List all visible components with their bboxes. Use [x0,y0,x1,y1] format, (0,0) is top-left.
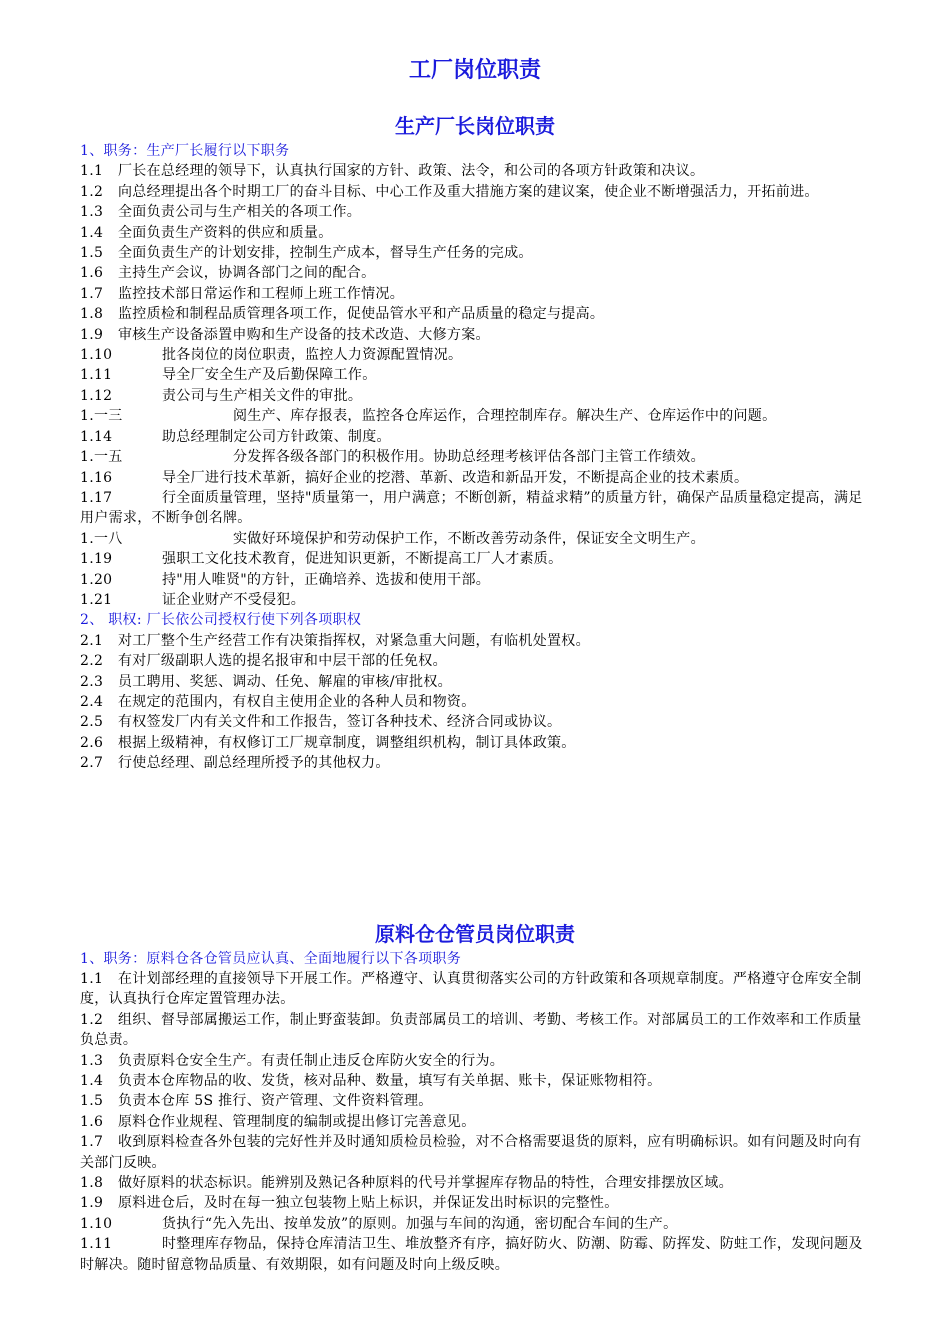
list-item [80,529,870,549]
item-number: 1.21 [80,591,113,608]
item-text: 厂长在总经理的领导下，认真执行国家的方针、政策、法令，和公司的各项方针政策和决议。 [118,163,705,180]
item-number: 1.11 [80,1236,113,1253]
list-item [80,365,870,385]
list-item [80,753,870,773]
list-item [80,182,870,202]
item-text: 全面负责生产资料的供应和质量。 [118,224,333,241]
list-item [80,1193,870,1213]
list-item [80,1234,870,1275]
item-text: 实做好环境保护和劳动保护工作，不断改善劳动条件，保证安全文明生产。 [233,530,705,547]
list-item [80,447,870,467]
item-number: 2.4 [80,693,104,710]
item-number: 1.9 [80,326,104,343]
list-item [80,651,870,671]
item-number: 1.4 [80,1073,104,1090]
item-number: 1.3 [80,1052,104,1069]
list-item [80,223,870,243]
list-item [80,712,870,732]
list-item [80,570,870,590]
list-item [80,325,870,345]
list-item [80,468,870,488]
list-item [80,1091,870,1111]
list-item [80,1010,870,1051]
item-number: 1.6 [80,1113,104,1130]
item-number: 1.1 [80,971,104,987]
list-item [80,549,870,569]
item-number: 1.4 [80,224,104,241]
item-text: 监控质检和制程品质管理各项工作，促使品管水平和产品质量的稳定与提高。 [118,306,605,323]
list-item [80,427,870,447]
document-title: 工厂岗位职责 [408,57,541,83]
list-item [80,406,870,426]
item-number: 1.7 [80,285,104,302]
item-text: 根据上级精神，有权修订工厂规章制度，调整组织机构，制订具体政策。 [118,734,576,751]
list-item [80,590,870,610]
item-text: 监控技术部日常运作和工程师上班工作情况。 [118,285,404,302]
item-text: 负责本仓库物品的收、发货，核对品种、数量，填写有关单据、账卡，保证账物相符。 [118,1073,662,1090]
duties-list [80,969,870,1275]
item-text: 行全面质量管理，坚持"质量第一，用户满意；不断创新，精益求精”的质量方针，确保产品质量稳定提高，满足用户需求，不断争创名牌。 [80,489,863,527]
item-text: 持"用人唯贤"的方针，正确培养、选拔和使用干部。 [162,571,491,588]
list-item [80,284,870,304]
section-title-production-director: 生产厂长岗位职责 [395,114,555,138]
item-text: 导全厂安全生产及后勤保障工作。 [162,367,377,384]
item-text: 组织、督导部属搬运工作，制止野蛮装卸。负责部属员工的培训、考勤、考核工作。对部属员工的工作效率和工作质量负总责。 [80,1011,862,1049]
item-number: 1.17 [80,489,113,506]
item-text: 助总经理制定公司方针政策、制度。 [162,428,391,445]
item-text: 责公司与生产相关文件的审批。 [162,387,363,404]
item-text: 货执行“先入先出、按单发放”的原则。加强与车间的沟通，密切配合车间的生产。 [162,1215,678,1232]
item-number: 1.11 [80,367,113,384]
list-item [80,345,870,365]
list-item [80,202,870,222]
list-item [80,1214,870,1234]
item-number: 1.2 [80,1011,104,1028]
list-item [80,1112,870,1132]
duties-list [80,161,870,610]
item-text: 批各岗位的岗位职责，监控人力资源配置情况。 [162,347,463,364]
powers-heading: 2、 职权: 厂长依公司授权行使下列各项职权 [80,612,362,629]
item-number: 1.10 [80,347,113,364]
list-item [80,672,870,692]
item-number: 1.3 [80,204,104,221]
item-text: 主持生产会议，协调各部门之间的配合。 [118,265,376,282]
item-text: 原料仓作业规程、管理制度的编制或提出修订完善意见。 [118,1113,476,1130]
item-text: 阅生产、库存报表，监控各仓库运作，合理控制库存。解决生产、仓库运作中的问题。 [233,408,777,425]
list-item [80,1173,870,1193]
item-text: 分发挥各级各部门的积极作用。协助总经理考核评估各部门主管工作绩效。 [233,449,705,466]
list-item [80,304,870,324]
list-item [80,488,870,529]
item-number: 1.8 [80,306,104,323]
item-text: 负责本仓库 5S 推行、资产管理、文件资料管理。 [118,1093,433,1110]
item-number: 1.7 [80,1134,104,1151]
item-text: 有对厂级副职人选的提名报审和中层干部的任免权。 [118,653,447,670]
item-text: 向总经理提出各个时期工厂的奋斗目标、中心工作及重大措施方案的建议案，使企业不断增强活力，开拓前进。 [118,183,819,200]
list-item [80,1132,870,1173]
item-text: 导全厂进行技术革新，搞好企业的挖潜、革新、改造和新品开发，不断提高企业的技术素质。 [162,469,749,486]
item-number: 1.6 [80,265,104,282]
item-number: 1.10 [80,1215,113,1232]
item-text: 强职工文化技术教育，促进知识更新，不断提高工厂人才素质。 [162,551,563,568]
item-number: 1.一八 [80,530,123,547]
list-item [80,1051,870,1071]
powers-list [80,631,870,774]
item-number: 2.6 [80,734,104,751]
duties-heading: 1、职务：生产厂长履行以下职务 [80,143,290,159]
list-item [80,733,870,753]
item-number: 1.12 [80,387,113,404]
item-text: 审核生产设备添置申购和生产设备的技术改造、大修方案。 [118,326,490,343]
list-item [80,969,870,1010]
item-text: 对工厂整个生产经营工作有决策指挥权，对紧急重大问题，有临机处置权。 [118,632,590,649]
item-text: 行使总经理、副总经理所授予的其他权力。 [118,755,390,772]
item-number: 2.3 [80,673,104,690]
list-item [80,243,870,263]
item-number: 1.2 [80,183,104,200]
item-number: 1.一五 [80,449,123,466]
item-text: 做好原料的状态标识。能辨别及熟记各种原料的代号并掌握库存物品的特性，合理安排摆放区域。 [118,1175,733,1192]
document-page [80,50,870,1275]
item-number: 1.19 [80,551,113,568]
item-number: 2.2 [80,653,104,670]
list-item [80,631,870,651]
item-number: 2.1 [80,632,104,649]
item-text: 原料进仓后，及时在每一独立包装物上贴上标识，并保证发出时标识的完整性。 [118,1195,619,1212]
item-number: 1.8 [80,1175,104,1192]
item-text: 证企业财产不受侵犯。 [162,591,305,608]
item-text: 全面负责生产的计划安排，控制生产成本，督导生产任务的完成。 [118,245,533,262]
item-text: 在规定的范围内，有权自主使用企业的各种人员和物资。 [118,693,476,710]
item-text: 有权签发厂内有关文件和工作报告，签订各种技术、经济合同或协议。 [118,714,562,731]
list-item [80,161,870,181]
item-number: 1.9 [80,1195,104,1212]
list-item [80,263,870,283]
item-number: 1.一三 [80,408,123,425]
item-text: 收到原料检查各外包装的完好性并及时通知质检员检验，对不合格需要退货的原料，应有明确标识。如有问题及时向有关部门反映。 [80,1134,862,1171]
item-number: 1.5 [80,1093,104,1110]
item-number: 1.5 [80,245,104,262]
list-item [80,386,870,406]
item-number: 1.14 [80,428,113,445]
item-text: 全面负责公司与生产相关的各项工作。 [118,204,362,221]
list-item [80,1071,870,1091]
item-number: 2.5 [80,714,104,731]
item-text: 员工聘用、奖惩、调动、任免、解雇的审核/审批权。 [118,673,452,690]
list-item [80,692,870,712]
item-number: 2.7 [80,755,104,772]
item-number: 1.1 [80,163,104,180]
item-text: 在计划部经理的直接领导下开展工作。严格遵守、认真贯彻落实公司的方针政策和各项规章制度。严格遵守仓库安全制度，认真执行仓库定置管理办法。 [80,971,862,1008]
item-number: 1.16 [80,469,113,486]
section-title-warehouse-keeper: 原料仓仓管员岗位职责 [375,921,575,946]
duties-heading: 1、职务：原料仓各仓管员应认真、全面地履行以下各项职务 [80,950,462,967]
item-text: 时整理库存物品，保持仓库清洁卫生、堆放整齐有序，搞好防火、防潮、防霉、防挥发、防蛀工作，发现问题及时解决。随时留意物品质量、有效期限，如有问题及时向上级反映。 [80,1236,863,1273]
item-text: 负责原料仓安全生产。有责任制止违反仓库防火安全的行为。 [118,1052,505,1069]
item-number: 1.20 [80,571,113,588]
